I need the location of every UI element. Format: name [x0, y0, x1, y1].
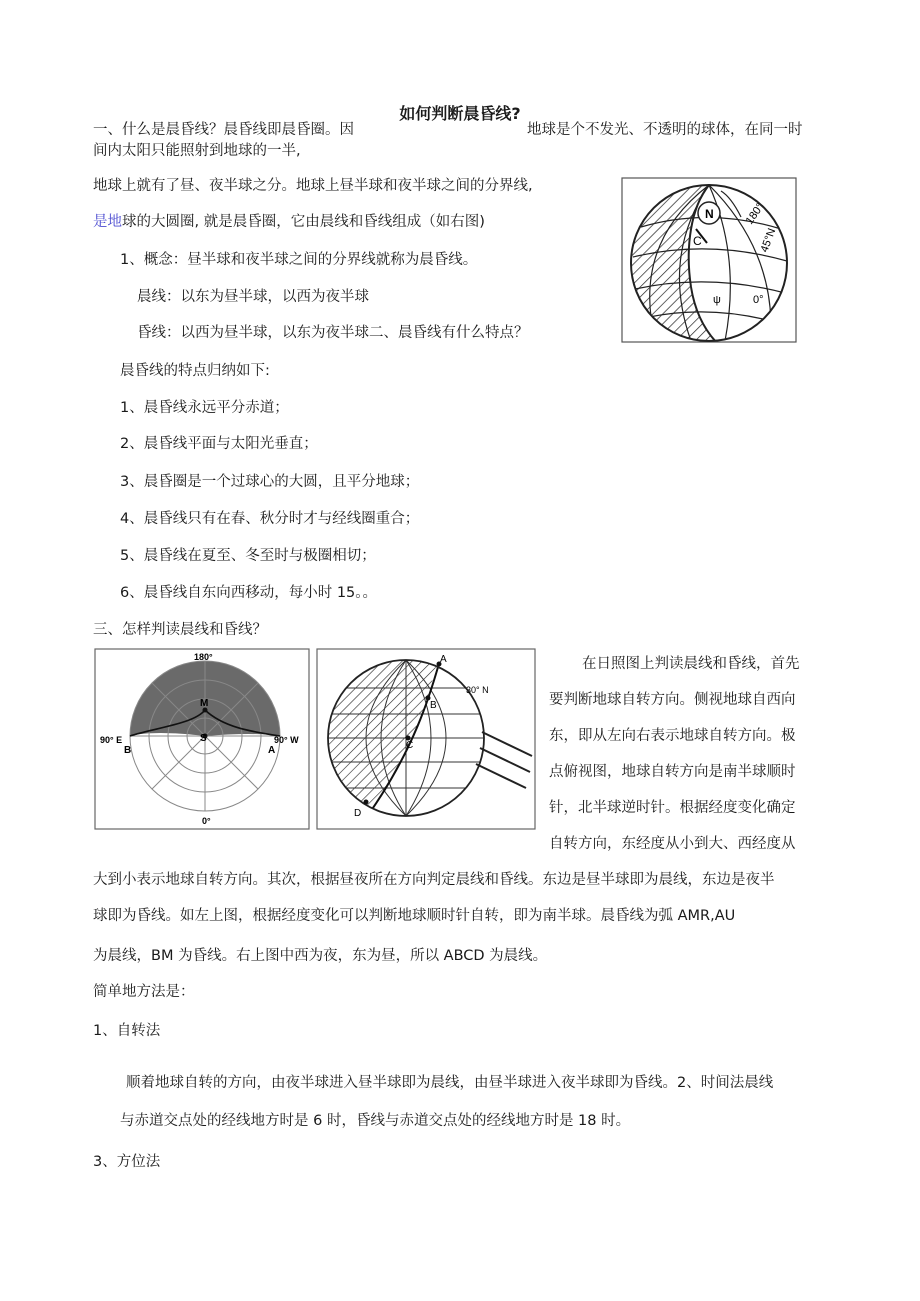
paragraph-line: 球即为昏线。如左上图，根据经度变化可以判断地球顺时针自转，即为南半球。晨昏线为弧 AMR,AU: [93, 908, 736, 924]
right-column-line: 在日照图上判读晨线和昏线，首先: [582, 656, 800, 672]
polar-view-figure: [94, 648, 310, 830]
polar-label-0: 0°: [202, 816, 211, 826]
feature-item: 2、晨昏线平面与太阳光垂直；: [120, 436, 318, 452]
globe-figure: [621, 177, 797, 343]
right-column-line: 针，北半球逆时针。根据经度变化确定: [549, 800, 796, 816]
globe-label-0: 0°: [753, 294, 764, 306]
paragraph-line: 为晨线，BM 为昏线。右上图中西为夜，东为昼，所以 ABCD 为晨线。: [93, 948, 548, 964]
features-intro: 晨昏线的特点归纳如下:: [120, 363, 270, 379]
section3-heading: 三、怎样判读晨线和昏线？: [93, 622, 267, 638]
polar-label-m: M: [200, 698, 209, 709]
section1-line1-right: 地球是个不发光、不透明的球体，在同一时: [527, 122, 803, 138]
right-column-line: 点俯视图，地球自转方向是南半球顺时: [549, 764, 796, 780]
feature-item: 6、晨昏线自东向西移动，每小时 15。。: [120, 585, 378, 601]
polar-label-b: B: [124, 745, 132, 756]
section1-line1-left: 一、什么是晨昏线？晨昏线即晨昏圈。因: [93, 122, 354, 138]
method-rotation-text: 顺着地球自转的方向，由夜半球进入昼半球即为晨线，由昼半球进入夜半球即为昏线。2、时间法晨线: [126, 1075, 774, 1091]
globe-label-c: C: [693, 234, 702, 248]
side-label-d: D: [354, 808, 362, 819]
inline-link[interactable]: 是地: [93, 214, 122, 230]
feature-item: 5、晨昏线在夏至、冬至时与极圈相切；: [120, 548, 376, 564]
section1-line4-rest: 球的大圆圈, 就是晨昏圈，它由晨线和昏线组成（如右图): [122, 214, 485, 230]
feature-item: 4、晨昏线只有在春、秋分时才与经线圈重合；: [120, 511, 420, 527]
method-direction-heading: 3、方位法: [93, 1154, 161, 1170]
polar-label-s: S: [200, 733, 207, 744]
section1-line2: 间内太阳只能照射到地球的一半,: [93, 143, 301, 159]
globe-label-45n: 45°N: [758, 226, 779, 255]
side-label-30n: 30° N: [466, 685, 489, 695]
right-column-line: 东，即从左向右表示地球自转方向。极: [549, 728, 796, 744]
feature-item: 3、晨昏圈是一个过球心的大圆，且平分地球；: [120, 474, 420, 490]
method-time-text: 与赤道交点处的经线地方时是 6 时，昏线与赤道交点处的经线地方时是 18 时。: [120, 1113, 631, 1129]
polar-label-180: 180°: [194, 652, 213, 662]
globe-label-180: 180°: [743, 201, 767, 227]
polar-label-a: A: [268, 745, 276, 756]
feature-item: 1、晨昏线永远平分赤道；: [120, 400, 289, 416]
globe-label-psi: ψ: [713, 294, 721, 306]
method-rotation-heading: 1、自转法: [93, 1023, 161, 1039]
right-column-line: 自转方向，东经度从小到大、西经度从: [549, 836, 796, 852]
dusk-line-text: 昏线：以西为昼半球，以东为夜半球二、晨昏线有什么特点？: [137, 325, 529, 341]
paragraph-line: 大到小表示地球自转方向。其次，根据昼夜所在方向判定晨线和昏线。东边是昼半球即为晨线，东边是夜半: [93, 872, 775, 888]
concept-text: 1、概念：昼半球和夜半球之间的分界线就称为晨昏线。: [120, 252, 478, 268]
side-label-b: B: [430, 700, 437, 711]
simple-methods-heading: 简单地方法是：: [93, 984, 195, 1000]
side-label-c: C: [406, 740, 414, 751]
polar-label-90w: 90° W: [274, 735, 299, 745]
section1-line4: [93, 212, 485, 232]
polar-label-90e: 90° E: [100, 735, 123, 745]
right-column-line: 要判断地球自转方向。侧视地球自西向: [549, 692, 796, 708]
section1-line3: 地球上就有了昼、夜半球之分。地球上昼半球和夜半球之间的分界线,: [93, 178, 533, 194]
side-label-a: A: [440, 654, 447, 665]
globe-label-n: N: [705, 207, 714, 221]
side-view-figure: [316, 648, 536, 830]
page-title: 如何判断晨昏线?: [399, 104, 521, 123]
dawn-line-text: 晨线：以东为昼半球，以西为夜半球: [137, 289, 369, 305]
